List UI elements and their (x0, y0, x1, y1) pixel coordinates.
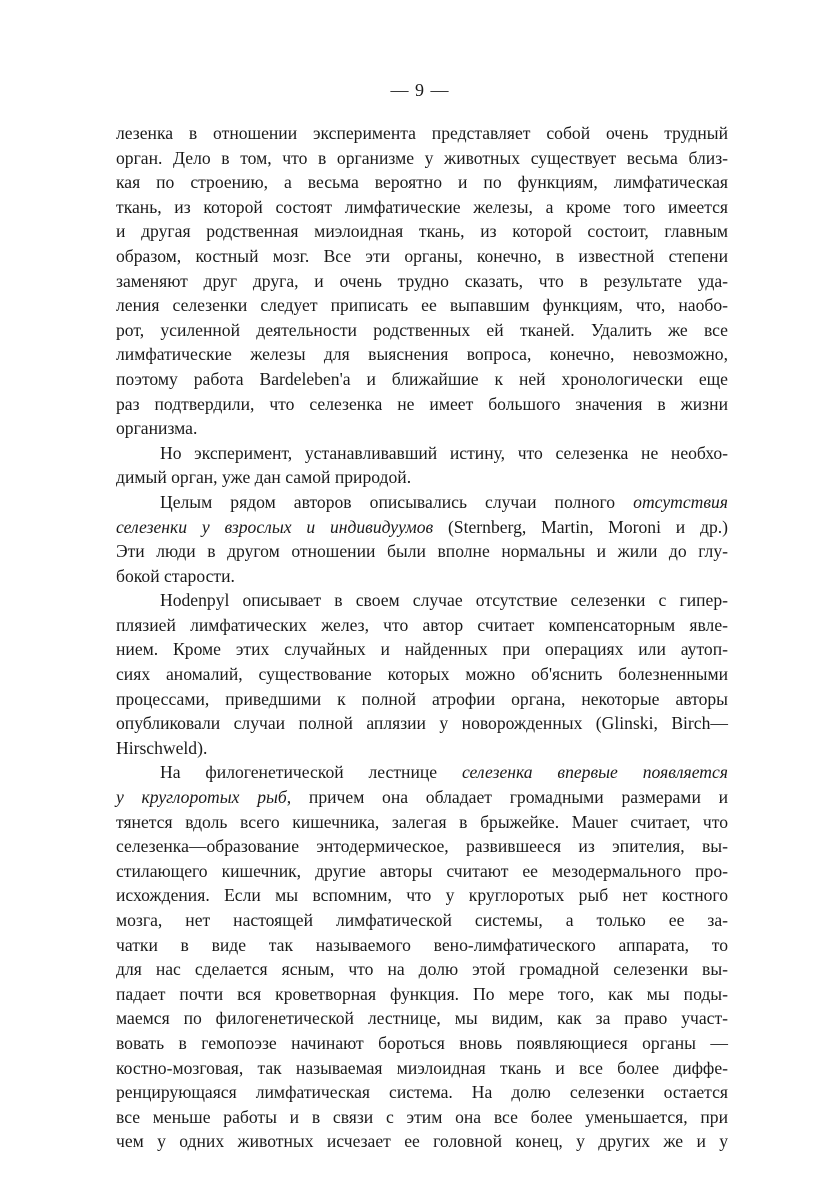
text-line: вовать в гемопоэзе начинают бороться вновь появляющиеся органы — (116, 1032, 728, 1053)
text-line: рот, усиленной деятельности родственных ей тканей. Удалить же все (116, 319, 728, 340)
emphasis-text: отсутствия (633, 491, 728, 512)
text-line: ренцирующаяся лимфатическая система. На долю селезенки остается (116, 1082, 728, 1103)
text-line: костно-мозговая, так называемая миэлоидная ткань и все более диффе- (116, 1057, 728, 1078)
text-line: Целым рядом авторов описывались случаи полного отсутствия (160, 491, 728, 512)
text-line: чатки в виде так называемого вено-лимфатического аппарата, то (116, 934, 728, 955)
text-line: тянется вдоль всего кишечника, залегая в брыжейке. Mauer считает, что (116, 811, 728, 832)
text-line: Hodenpyl описывает в своем случае отсутствие селезенки с гипер- (160, 590, 728, 611)
text-line: поэтому работа Bardeleben'a и ближайшие к ней хронологически еще (116, 368, 728, 389)
emphasis-text: селезенка впервые появляется (461, 762, 728, 783)
text-line: стилающего кишечник, другие авторы считают ее мезодермального про- (116, 860, 728, 881)
text-line: орган. Дело в том, что в организме у животных существует весьма близ- (116, 147, 728, 168)
text-line: Но эксперимент, устанавливавший истину, что селезенка не необхо- (160, 442, 728, 463)
page-number: — 9 — (390, 80, 450, 100)
emphasis-text: селезенки у взрослых и индивидуумов (116, 516, 434, 537)
text-line: селезенка—образование энтодермическое, развившееся из эпителия, вы- (116, 836, 728, 857)
text-line: Эти люди в другом отношении были вполне нормальны и жили до глу- (116, 541, 728, 562)
text-line: ткань, из которой состоят лимфатические железы, а кроме того имеется (116, 196, 728, 217)
text-line: раз подтвердили, что селезенка не имеет большого значения в жизни (116, 393, 728, 414)
text-line: организма. (116, 418, 198, 439)
text-line: кая по строению, а весьма вероятно и по функциям, лимфатическая (116, 172, 728, 193)
text-line: селезенки у взрослых и индивидуумов (Sternberg, Martin, Moroni и др.) (116, 516, 728, 537)
text-line: исхождения. Если мы вспомним, что у круглоротых рыб нет костного (116, 885, 728, 906)
body-text (116, 121, 728, 1154)
text-line: сиях аномалий, существование которых можно об'яснить болезненными (116, 664, 728, 685)
text-line: маемся по филогенетической лестнице, мы видим, как за право участ- (116, 1008, 728, 1029)
text-line: бокой старости. (116, 565, 235, 586)
text-line: чем у одних животных исчезает ее головной конец, у других же и у (116, 1131, 728, 1152)
emphasis-text: у круглоротых рыб (116, 787, 287, 808)
text-line: опубликовали случаи полной аплязии у новорожденных (Glinski, Birch— (116, 713, 728, 734)
text-line: процессами, приведшими к полной атрофии органа, некоторые авторы (116, 688, 728, 709)
text-line: Hirschweld). (116, 737, 208, 758)
text-line: все меньше работы и в связи с этим она все более уменьшается, при (116, 1106, 728, 1127)
text-line: заменяют друг друга, и очень трудно сказать, что в результате уда- (116, 270, 728, 291)
text-line: мозга, нет настоящей лимфатической системы, а только ее за- (116, 910, 728, 930)
text-line: лезенка в отношении эксперимента представляет собой очень трудный (116, 123, 728, 143)
text-line: лимфатические железы для выяснения вопроса, конечно, невозможно, (116, 344, 728, 365)
text-line: падает почти вся кроветворная функция. По мере того, как мы поды- (116, 983, 728, 1004)
text-line: ления селезенки следует приписать ее выпавшим функциям, что, наобо- (116, 295, 728, 316)
text-line: димый орган, уже дан самой природой. (116, 467, 412, 488)
text-line: образом, костный мозг. Все эти органы, конечно, в известной степени (116, 245, 728, 266)
text-line: и другая родственная миэлоидная ткань, из которой состоит, главным (116, 221, 728, 242)
text-line: для нас сделается ясным, что на долю этой громадной селезенки вы- (116, 959, 728, 980)
text-line: нием. Кроме этих случайных и найденных при операциях или аутоп- (116, 639, 728, 660)
text-line: плязией лимфатических желез, что автор считает компенсаторным явле- (116, 614, 728, 635)
text-line: у круглоротых рыб, причем она обладает громадными размерами и (116, 787, 729, 808)
text-line: На филогенетической лестнице селезенка впервые появляется (160, 762, 728, 783)
